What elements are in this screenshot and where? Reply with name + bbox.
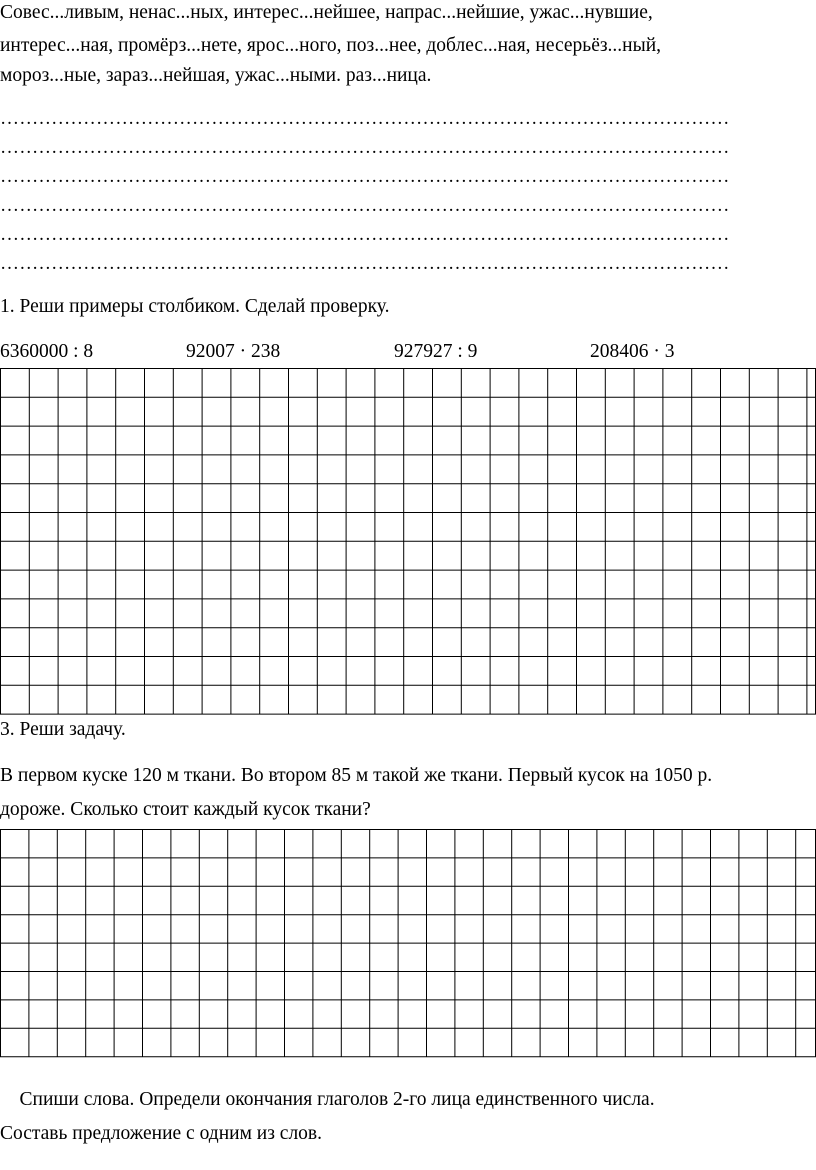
- last-task-line-1: Спиши слова. Определи окончания глаголов 2-го лица единственного числа.: [0, 1089, 655, 1110]
- exercise-line-2: интерес...ная, промёрз...нете, ярос...ного, поз...нее, доблес...ная, несерьёз...ный,: [0, 35, 662, 56]
- answer-line[interactable]: ……………………………………………………………………………………………………: [0, 108, 730, 129]
- work-grid-1[interactable]: [0, 368, 816, 716]
- answer-line[interactable]: ……………………………………………………………………………………………………: [0, 137, 730, 158]
- task1-heading: 1. Реши примеры столбиком. Сделай проверку.: [0, 296, 390, 317]
- example-2: 92007 · 238: [186, 341, 281, 362]
- answer-line[interactable]: ……………………………………………………………………………………………………: [0, 195, 730, 216]
- answer-line[interactable]: ……………………………………………………………………………………………………: [0, 166, 730, 187]
- example-3: 927927 : 9: [394, 341, 478, 362]
- exercise-line-1: Совес...ливым, ненас...ных, интерес...нейшее, напрас...нейшие, ужас...нувшие,: [0, 2, 653, 23]
- last-task-line-2: Составь предложение с одним из слов.: [0, 1123, 323, 1144]
- task3-heading: 3. Реши задачу.: [0, 719, 126, 740]
- exercise-line-3: мороз...ные, зараз...нейшая, ужас...ными. раз...ница.: [0, 65, 432, 86]
- example-4: 208406 · 3: [590, 341, 675, 362]
- answer-line[interactable]: ……………………………………………………………………………………………………: [0, 253, 730, 274]
- task3-problem-line-1: В первом куске 120 м ткани. Во втором 85 м такой же ткани. Первый кусок на 1050 р.: [0, 765, 713, 786]
- work-grid-2[interactable]: [0, 829, 816, 1059]
- answer-line[interactable]: ……………………………………………………………………………………………………: [0, 224, 730, 245]
- task3-problem-line-2: дороже. Сколько стоит каждый кусок ткани?: [0, 799, 371, 820]
- example-1: 6360000 : 8: [0, 341, 94, 362]
